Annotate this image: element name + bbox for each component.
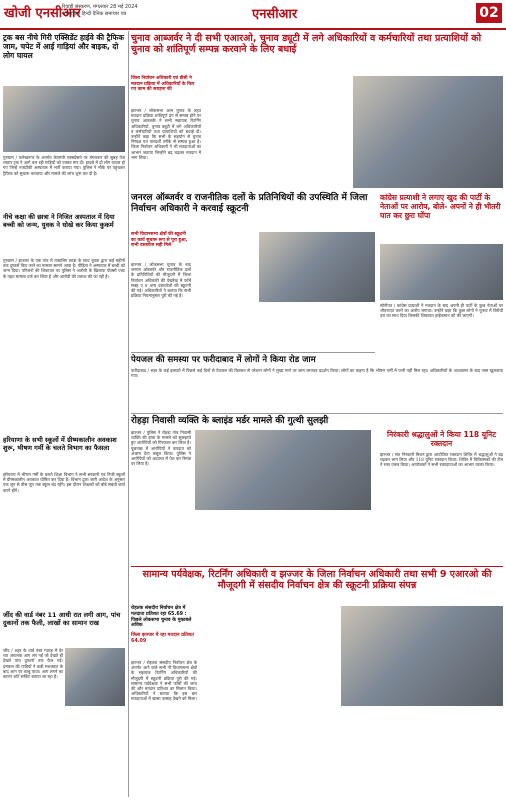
blood-donation-story xyxy=(380,430,503,448)
story-body-continued xyxy=(65,710,125,796)
story-body: जींद / शहर के वार्ड नंबर ग्यारह में देर रात अचानक आग लग गई जो देखते ही देखते पांच दुकानों तक फैल गई। दमकल की गाड़ियों ने कड़ी मशक्कत के बाद आग पर काबू पाया। आग लगने का कारण शॉर्ट सर्किट बताया जा रहा है। xyxy=(3,648,63,680)
story-headline: सामान्य पर्यवेक्षक, रिटर्निंग अधिकारी व झज्जर के जिला निर्वाचन अधिकारी तथा सभी 9 एआरओ की मौजूदगी में संसदीय निर्वाचन क्षेत्र की स्क्रूटनी प्रक्रिया संपन्न xyxy=(142,569,492,592)
left-story-1 xyxy=(3,33,125,60)
lead-story xyxy=(131,33,503,56)
scrutiny-photo xyxy=(259,232,375,302)
left-story-4 xyxy=(3,612,125,628)
left-story-3 xyxy=(3,437,125,453)
story-headline: नीचे कक्षा की छात्रा ने निजित अस्पताल में दिया बच्ची को जन्म, युवक ने धोखे कर किया कुकर्म xyxy=(3,213,115,229)
story-body: झज्जर / रोहतक संसदीय निर्वाचन क्षेत्र के अंतर्गत आने वाले सभी नौ विधानसभा क्षेत्रों के सहायक रिटर्निंग अधिकारियों की मौजूदगी में स्क्रूटनी प्रक्रिया पूरी की गई। सामान्य पर्यवेक्षक ने सभी फॉर्मों की जांच की और मतदान प्रतिशत का मिलान किया। अधिकारियों ने बताया कि इस बार मतदाताओं में खासा उत्साह देखने को मिला। xyxy=(131,660,197,702)
story-pullquote: सभी विधानसभा क्षेत्रों की स्क्रूटनी का कार्य सुचारू रूप से पूरा हुआ, सभी दस्तावेज सही मिले xyxy=(131,232,188,248)
accident-photo xyxy=(3,86,125,152)
subhead-2: जिला झज्जर में रहा मतदान प्रतिशत 64.09 xyxy=(131,633,194,644)
story-headline: निरंकारी श्रद्धालुओं ने किया 118 यूनिट रक्तदान xyxy=(387,430,496,448)
story-body: गुरुग्राम / फर्रुखनगर के अंतर्गत केएमपी एक्सप्रेसवे पर मंगलवार की सुबह तेज रफ्तार ट्रक ने आगे चल रही गाड़ियों को टक्कर मार दी। हादसे में दो लोग घायल हो गए जिन्हें नजदीकी अस्पताल में भर्ती कराया गया। पुलिस ने मौके पर पहुंचकर ट्रैफिक को सुचारू करवाया और मामले की जांच शुरू कर दी है। xyxy=(3,155,125,176)
story-headline: कांग्रेस प्रत्याशी ने लगाए खुद की पार्टी के नेताओं पर आरोप, बोले- अपनों ने ही भीतरी घात कर छुरा घोंपा xyxy=(380,193,501,220)
section-title: एनसीआर xyxy=(252,7,298,22)
scrutiny-story xyxy=(131,193,375,215)
story-headline: ट्रक बस नीचे गिरी एक्सिडेंट हाईवे की ट्रैफिक जाम, चपेट में आई गाड़ियां और बाइक, दो लोग घायल xyxy=(3,33,124,60)
story-body: झज्जर / लोकसभा चुनाव के बाद जनरल ऑब्जर्वर और राजनीतिक दलों के प्रतिनिधियों की मौजूदगी में जिला निर्वाचन अधिकारी की देखरेख में फॉर्म सत्रह ए व अन्य दस्तावेजों की स्क्रूटनी की गई। अधिकारियों ने बताया कि सभी प्रक्रिया नियमानुसार पूरी की गई है। xyxy=(131,262,191,299)
story-headline: जनरल ऑब्जर्वर व राजनीतिक दलों के प्रतिनिधियों की उपस्थिति में जिला निर्वाचन अधिकारी ने करवाई स्क्रूटनी xyxy=(131,193,368,214)
column-divider xyxy=(128,31,129,797)
fire-photo xyxy=(65,648,125,706)
congress-story xyxy=(380,193,503,220)
left-story-2 xyxy=(3,214,125,230)
edition-dateline xyxy=(62,4,138,18)
subhead-1: रोहतक संसदीय निर्वाचन क्षेत्र में मतदाता प्रतिशत रहा 65.69 : पिछले लोकसभा चुनाव के मुकाबले अधिक xyxy=(131,606,192,629)
dateline-2: साप्ताहिक हिन्दी दैनिक समाचार पत्र xyxy=(62,11,127,17)
story-body: फरीदाबाद / शहर के कई इलाकों में पिछले कई दिनों से पेयजल की किल्लत से परेशान लोगों ने मुख्य मार्ग पर जाम लगाकर प्रदर्शन किया। लोगों का कहना है कि भीषण गर्मी में पानी नहीं मिल रहा। अधिकारियों के आश्वासन के बाद जाम खुलवाया गया। xyxy=(131,368,503,379)
bottom-lead-story xyxy=(131,566,503,592)
lead-body-col3 xyxy=(279,76,349,188)
story-body: झज्जर / पुलिस ने रोहड़ा गांव निवासी व्यक्ति की हत्या के मामले को सुलझाते हुए आरोपियों को गिरफ्तार कर लिया है। पूछताछ में आरोपियों ने वारदात को अंजाम देना कबूल किया। पुलिस ने आरोपियों को अदालत में पेश कर रिमांड पर लिया है। xyxy=(131,430,191,467)
masthead-brand: खोजी एनसीआर xyxy=(4,6,81,21)
dateline-1: रिवाड़ी संस्करण, मंगलवार 28 मई 2024 xyxy=(62,4,138,10)
story-body-col2 xyxy=(195,232,255,348)
congress-photo xyxy=(380,244,503,300)
story-headline: जींद की वार्ड नंबर 11 आधी रात लगी आग, पांच दुकानों तक फैली, लाखों का सामान राख xyxy=(3,611,121,627)
story-body-col2 xyxy=(201,606,267,796)
lead-photo xyxy=(353,76,503,188)
story-body: गुरुग्राम / झज्जर के एक गांव में नाबालिग छात्रा के साथ युवक द्वारा कई महीनों तक दुष्कर्म किए जाने का मामला सामने आया है। पीड़िता ने अस्पताल में बच्ची को जन्म दिया। परिजनों की शिकायत पर पुलिस ने आरोपी के खिलाफ पोक्सो एक्ट के तहत मामला दर्ज कर लिया है और आरोपी की तलाश की जा रही है। xyxy=(3,258,125,279)
lead-body-col2 xyxy=(205,76,275,188)
bottom-subheads xyxy=(131,606,197,645)
murder-photo xyxy=(195,430,371,510)
story-body-col3 xyxy=(271,606,337,796)
story-body-col4 xyxy=(341,710,503,796)
lead-pullquote: जिला निर्वाचन अधिकारी एवं डीसी ने मतदान प्रक्रिया में अधिकारियों के किए गए काम की सराहना की xyxy=(131,76,195,92)
story-body: सोनीपत / कांग्रेस प्रत्याशी ने मतदान के बाद अपनी ही पार्टी के कुछ नेताओं पर भीतरघात करने का आरोप लगाया। उन्होंने कहा कि कुछ लोगों ने चुनाव में विरोधी दल का साथ दिया जिसकी शिकायत हाईकमान को की जाएगी। xyxy=(380,303,503,319)
story-body-col3 xyxy=(259,305,375,348)
page-number: 02 xyxy=(476,3,502,23)
story-headline: रोहड़ा निवासी व्यक्ति के ब्लाइंड मर्डर मामले की गुत्थी सुलझी xyxy=(131,416,329,426)
page-header xyxy=(0,0,506,30)
story-body: हरियाणा में भीषण गर्मी के चलते शिक्षा विभाग ने सभी सरकारी एवं निजी स्कूलों में ग्रीष्मकालीन अवकाश घोषित कर दिया है। विभाग द्वारा जारी आदेश के अनुसार एक जून से तीस जून तक स्कूल बंद रहेंगे। इस दौरान शिक्षकों को बोर्ड संबंधी कार्य करने होंगे। xyxy=(3,472,125,493)
story-body-col2 xyxy=(195,513,371,562)
lead-body: झज्जर / लोकसभा आम चुनाव के तहत मतदान प्रक्रिया शांतिपूर्ण ढंग से सम्पन्न होने पर चुनाव आब्जर्वर ने सभी सहायक रिटर्निंग अधिकारियों, चुनाव ड्यूटी में लगे अधिकारियों व कर्मचारियों तथा प्रत्याशियों को बधाई दी। उन्होंने कहा कि सभी के सहयोग से चुनाव निष्पक्ष एवं पारदर्शी तरीके से सम्पन्न हुआ है। जिला निर्वाचन अधिकारी ने भी मतदाताओं का आभार जताया जिन्होंने बढ़ चढ़कर मतदान में भाग लिया। xyxy=(131,108,201,160)
story-headline: पेयजल की समस्या पर फरीदाबाद में लोगों ने किया रोड जाम xyxy=(131,355,316,365)
water-story xyxy=(131,352,375,365)
bottom-photo xyxy=(341,606,503,706)
story-headline: हरियाणा के सभी स्कूलों में ग्रीष्मकालीन अवकाश शुरू, भीषण गर्मी के चलते विभाग का फैसला xyxy=(3,436,117,452)
story-body: झज्जर / संत निरंकारी मिशन द्वारा आयोजित रक्तदान शिविर में श्रद्धालुओं ने बढ़ चढ़कर भाग लिया और 118 यूनिट रक्तदान किया। शिविर में चिकित्सकों की टीम ने रक्त एकत्र किया। आयोजकों ने सभी रक्तदाताओं का आभार व्यक्त किया। xyxy=(380,452,503,468)
lead-headline: चुनाव आब्जर्वर ने दी सभी एआरओ, चुनाव ड्यूटी में लगे अधिकारियों व कर्मचारियों तथा प्रत्याशियों को चुनाव को शांतिपूर्ण सम्पन्न करवाने के लिए बधाई xyxy=(131,33,482,56)
murder-story xyxy=(131,413,503,427)
